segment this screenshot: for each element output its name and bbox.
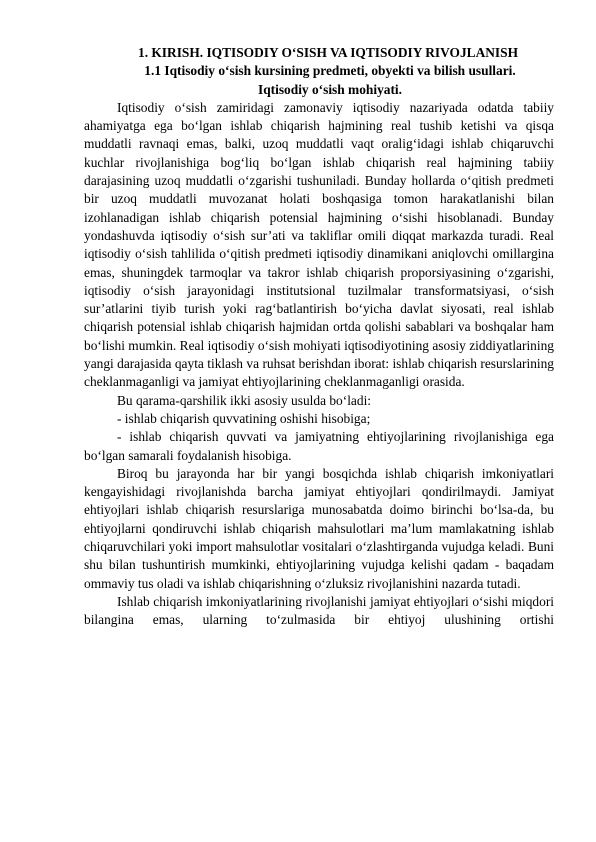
paragraph-1: Iqtisodiy o‘sish zamiridagi zamonaviy iqtisodiy nazariyada odatda tabiiy ahamiyatga ega bo‘lgan ishlab chiqarish hajmining real tushib ketishi va qisqa muddatli ravnaqi emas, balki, uzoq muddatli vaqt oralig‘idagi ishlab chiqaruvchi kuchlar rivojlanishiga bog‘liq bo‘lgan ishlab chiqarish real hajmining tabiiy darajasining uzoq muddatli o‘zgarishi tushuniladi. Bunday hollarda o‘qitish predmeti bir uzoq muddatli muvozanat holati boshqasiga tomon harakatlanishi bilan izohlanadigan ishlab chiqarish potensial hajmining o‘sishi hisoblanadi. Bunday yondashuvda iqtisodiy o‘sish sur’ati va takliflar omili diqqat markazda turadi. Real iqtisodiy o‘sish tahlilida o‘qitish predmeti iqtisodiy dinamikani aniqlovchi omillargina emas, shuningdek tarmoqlar va takror ishlab chiqarish proporsiyasining o‘zgarishi, iqtisodiy o‘sish jarayonidagi institutsional tuzilmalar transformatsiyasi, o‘sish sur’atlarini tiyib turish yoki rag‘batlantirish bo‘yicha davlat siyosati, real ishlab chiqarish potensial ishlab chiqarish hajmidan ortda qolishi sabablari va boshqalar ham bo‘lishi mumkin. Real iqtisodiy o‘sish mohiyati iqtisodiyotining asosiy ziddiyatlarining yangi darajasida qayta tiklash va ruhsat berishdan iborat: ishlab chiqarish resurslarining cheklanmaganligi va jamiyat ehtiyojlarining cheklanmaganligi orasida.: [84, 99, 554, 390]
paragraph-4: Ishlab chiqarish imkoniyatlarining rivojlanishi jamiyat ehtiyojlari o‘sishi miqdori bilangina emas, ularning to‘zulmasida bir ehtiyoj ulushining ortishi: [84, 593, 554, 628]
section-heading: 1.1 Iqtisodiy o‘sish kursining predmeti, obyekti va bilish usullari.: [144, 63, 516, 79]
subsection-heading: Iqtisodiy o‘sish mohiyati.: [258, 81, 402, 97]
list-item-1: - ishlab chiqarish quvvatining oshishi hisobiga;: [117, 410, 371, 426]
chapter-heading: 1. KIRISH. IQTISODIY O‘SISH VA IQTISODIY RIVOJLANISH: [138, 45, 518, 60]
paragraph-2: Bu qarama-qarshilik ikki asosiy usulda bo‘ladi:: [117, 392, 372, 408]
list-item-2: - ishlab chiqarish quvvati va jamiyatning ehtiyojlarining rivojlanishiga ega bo‘lgan samarali foydalanish hisobiga.: [84, 429, 554, 463]
document-page: [84, 44, 554, 630]
paragraph-3: Biroq bu jarayonda har bir yangi bosqichda ishlab chiqarish imkoniyatlari kengayishidagi rivojlanishda barcha jamiyat ehtiyojlari qondirilmaydi. Jamiyat ehtiyojlari ishlab chiqarish resurslariga munosabatda doimo birinchi bo‘lsa-da, bu ehtiyojlarni qondiruvchi ishlab chiqarish mahsulotlari ma’lum mamlakatning ishlab chiqaruvchilari yoki import mahsulotlar vositalari o‘zlashtirganda vujudga keladi. Buni shu bilan tushuntirish mumkinki, ehtiyojlarining vujudga kelishi qadam - baqadam ommaviy tus oladi va ishlab chiqarishning o‘zluksiz rivojlanishini nazarda tutadi.: [84, 465, 554, 591]
